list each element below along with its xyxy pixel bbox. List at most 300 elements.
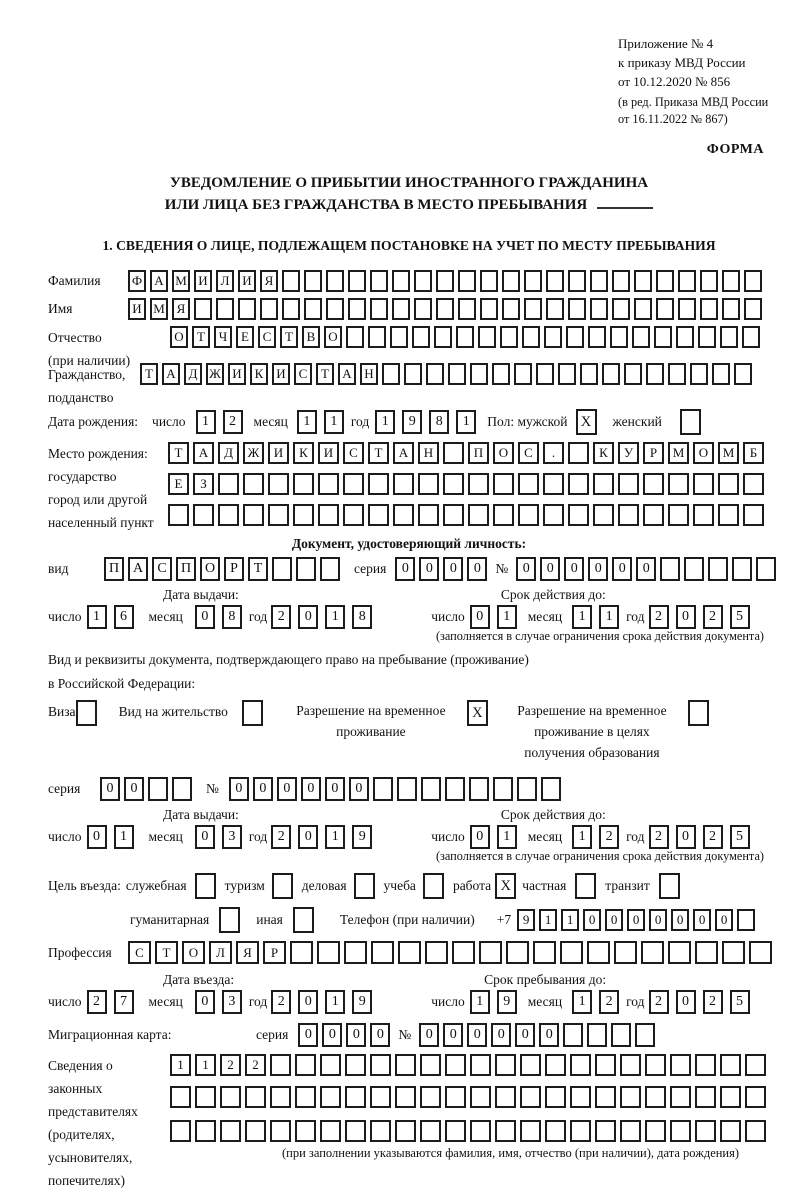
char-box[interactable]: 0 bbox=[491, 1023, 511, 1047]
char-box[interactable]: Р bbox=[224, 557, 244, 581]
char-box[interactable] bbox=[742, 326, 760, 348]
char-box[interactable]: 2 bbox=[649, 990, 669, 1014]
char-box[interactable] bbox=[368, 504, 389, 526]
char-box[interactable]: Е bbox=[168, 473, 189, 495]
char-box[interactable]: И bbox=[318, 442, 339, 464]
char-box[interactable] bbox=[390, 326, 408, 348]
char-box[interactable]: 1 bbox=[325, 990, 345, 1014]
purpose-other-checkbox[interactable] bbox=[293, 907, 314, 933]
char-box[interactable]: Ф bbox=[128, 270, 146, 292]
char-box[interactable] bbox=[395, 1086, 416, 1108]
char-box[interactable] bbox=[293, 473, 314, 495]
char-box[interactable]: 1 bbox=[470, 990, 490, 1014]
char-box[interactable] bbox=[712, 363, 730, 385]
char-box[interactable] bbox=[624, 363, 642, 385]
char-box[interactable] bbox=[734, 363, 752, 385]
char-box[interactable]: 2 bbox=[703, 825, 723, 849]
char-box[interactable] bbox=[518, 504, 539, 526]
char-box[interactable]: 0 bbox=[195, 990, 215, 1014]
char-box[interactable]: 1 bbox=[572, 990, 592, 1014]
purpose-official-checkbox[interactable] bbox=[195, 873, 216, 899]
char-box[interactable]: 2 bbox=[271, 605, 291, 629]
char-box[interactable] bbox=[493, 473, 514, 495]
char-box[interactable]: 9 bbox=[517, 909, 535, 931]
char-box[interactable] bbox=[645, 1054, 666, 1076]
char-box[interactable]: О bbox=[493, 442, 514, 464]
char-box[interactable] bbox=[393, 473, 414, 495]
char-box[interactable] bbox=[272, 557, 292, 581]
char-box[interactable] bbox=[392, 270, 410, 292]
char-box[interactable]: 1 bbox=[375, 410, 395, 434]
char-box[interactable] bbox=[370, 1054, 391, 1076]
char-box[interactable]: 8 bbox=[429, 410, 449, 434]
char-box[interactable] bbox=[654, 326, 672, 348]
char-box[interactable] bbox=[722, 270, 740, 292]
char-box[interactable] bbox=[744, 298, 762, 320]
char-box[interactable]: Н bbox=[360, 363, 378, 385]
char-box[interactable]: Р bbox=[643, 442, 664, 464]
purpose-transit-checkbox[interactable] bbox=[659, 873, 680, 899]
char-box[interactable] bbox=[304, 298, 322, 320]
char-box[interactable]: 9 bbox=[352, 825, 372, 849]
char-box[interactable] bbox=[456, 326, 474, 348]
char-box[interactable] bbox=[404, 363, 422, 385]
char-box[interactable] bbox=[643, 504, 664, 526]
char-box[interactable]: М bbox=[150, 298, 168, 320]
char-box[interactable] bbox=[295, 1054, 316, 1076]
char-box[interactable]: 8 bbox=[222, 605, 242, 629]
char-box[interactable] bbox=[320, 557, 340, 581]
char-box[interactable]: 0 bbox=[636, 557, 656, 581]
char-box[interactable] bbox=[370, 298, 388, 320]
char-box[interactable]: 1 bbox=[325, 825, 345, 849]
char-box[interactable] bbox=[517, 777, 537, 801]
char-box[interactable]: 0 bbox=[676, 990, 696, 1014]
char-box[interactable]: С bbox=[258, 326, 276, 348]
char-box[interactable]: Ж bbox=[243, 442, 264, 464]
char-box[interactable] bbox=[320, 1086, 341, 1108]
char-box[interactable]: 1 bbox=[497, 825, 517, 849]
char-box[interactable] bbox=[620, 1120, 641, 1142]
char-box[interactable] bbox=[480, 298, 498, 320]
char-box[interactable]: 2 bbox=[271, 990, 291, 1014]
char-box[interactable] bbox=[756, 557, 776, 581]
char-box[interactable] bbox=[543, 504, 564, 526]
char-box[interactable]: М bbox=[172, 270, 190, 292]
char-box[interactable]: 1 bbox=[324, 410, 344, 434]
char-box[interactable] bbox=[610, 326, 628, 348]
char-box[interactable] bbox=[670, 1120, 691, 1142]
char-box[interactable] bbox=[293, 504, 314, 526]
char-box[interactable] bbox=[720, 1120, 741, 1142]
char-box[interactable] bbox=[643, 473, 664, 495]
char-box[interactable] bbox=[345, 1054, 366, 1076]
char-box[interactable] bbox=[469, 777, 489, 801]
char-box[interactable]: Т bbox=[368, 442, 389, 464]
temp-residence-education-checkbox[interactable] bbox=[688, 700, 709, 726]
char-box[interactable] bbox=[546, 270, 564, 292]
char-box[interactable] bbox=[397, 777, 417, 801]
char-box[interactable] bbox=[445, 1120, 466, 1142]
char-box[interactable] bbox=[479, 941, 502, 964]
char-box[interactable] bbox=[698, 326, 716, 348]
char-box[interactable] bbox=[668, 473, 689, 495]
char-box[interactable]: 2 bbox=[649, 605, 669, 629]
char-box[interactable] bbox=[695, 1054, 716, 1076]
char-box[interactable] bbox=[560, 941, 583, 964]
char-box[interactable]: 5 bbox=[730, 605, 750, 629]
char-box[interactable]: И bbox=[268, 442, 289, 464]
char-box[interactable]: 0 bbox=[467, 557, 487, 581]
char-box[interactable] bbox=[743, 504, 764, 526]
char-box[interactable]: 1 bbox=[497, 605, 517, 629]
char-box[interactable] bbox=[684, 557, 704, 581]
char-box[interactable] bbox=[395, 1054, 416, 1076]
char-box[interactable] bbox=[520, 1054, 541, 1076]
char-box[interactable]: К bbox=[293, 442, 314, 464]
char-box[interactable]: П bbox=[176, 557, 196, 581]
char-box[interactable] bbox=[568, 442, 589, 464]
char-box[interactable]: 0 bbox=[349, 777, 369, 801]
char-box[interactable]: 0 bbox=[100, 777, 120, 801]
char-box[interactable] bbox=[370, 270, 388, 292]
char-box[interactable]: И bbox=[228, 363, 246, 385]
char-box[interactable]: 9 bbox=[497, 990, 517, 1014]
char-box[interactable] bbox=[282, 270, 300, 292]
char-box[interactable]: 0 bbox=[419, 557, 439, 581]
char-box[interactable] bbox=[546, 298, 564, 320]
char-box[interactable] bbox=[670, 1054, 691, 1076]
char-box[interactable] bbox=[445, 1086, 466, 1108]
char-box[interactable] bbox=[590, 270, 608, 292]
char-box[interactable]: 0 bbox=[612, 557, 632, 581]
char-box[interactable] bbox=[580, 363, 598, 385]
char-box[interactable]: 1 bbox=[561, 909, 579, 931]
char-box[interactable] bbox=[458, 298, 476, 320]
char-box[interactable] bbox=[320, 1054, 341, 1076]
char-box[interactable]: 0 bbox=[298, 990, 318, 1014]
char-box[interactable] bbox=[558, 363, 576, 385]
char-box[interactable] bbox=[668, 941, 691, 964]
char-box[interactable]: Д bbox=[218, 442, 239, 464]
residence-permit-checkbox[interactable] bbox=[242, 700, 263, 726]
char-box[interactable]: В bbox=[302, 326, 320, 348]
char-box[interactable]: 0 bbox=[516, 557, 536, 581]
char-box[interactable]: Т bbox=[316, 363, 334, 385]
char-box[interactable] bbox=[194, 298, 212, 320]
char-box[interactable] bbox=[395, 1120, 416, 1142]
char-box[interactable] bbox=[502, 270, 520, 292]
char-box[interactable] bbox=[172, 777, 192, 801]
purpose-tourism-checkbox[interactable] bbox=[272, 873, 293, 899]
char-box[interactable] bbox=[718, 473, 739, 495]
char-box[interactable] bbox=[345, 1120, 366, 1142]
temp-residence-checkbox[interactable]: X bbox=[467, 700, 488, 726]
char-box[interactable] bbox=[708, 557, 728, 581]
char-box[interactable]: Р bbox=[263, 941, 286, 964]
char-box[interactable] bbox=[425, 941, 448, 964]
char-box[interactable] bbox=[243, 473, 264, 495]
visa-checkbox[interactable] bbox=[76, 700, 97, 726]
char-box[interactable] bbox=[568, 473, 589, 495]
char-box[interactable]: К bbox=[593, 442, 614, 464]
char-box[interactable] bbox=[195, 1086, 216, 1108]
char-box[interactable] bbox=[690, 363, 708, 385]
char-box[interactable] bbox=[514, 363, 532, 385]
char-box[interactable]: 2 bbox=[599, 990, 619, 1014]
char-box[interactable] bbox=[426, 363, 444, 385]
char-box[interactable]: Д bbox=[184, 363, 202, 385]
char-box[interactable] bbox=[524, 270, 542, 292]
char-box[interactable] bbox=[620, 1086, 641, 1108]
char-box[interactable] bbox=[668, 363, 686, 385]
char-box[interactable] bbox=[492, 363, 510, 385]
char-box[interactable] bbox=[620, 1054, 641, 1076]
char-box[interactable]: 0 bbox=[298, 825, 318, 849]
char-box[interactable] bbox=[737, 909, 755, 931]
char-box[interactable] bbox=[304, 270, 322, 292]
char-box[interactable] bbox=[693, 473, 714, 495]
char-box[interactable] bbox=[420, 1086, 441, 1108]
purpose-business-checkbox[interactable] bbox=[354, 873, 375, 899]
char-box[interactable] bbox=[590, 298, 608, 320]
char-box[interactable] bbox=[296, 557, 316, 581]
char-box[interactable]: 1 bbox=[195, 1054, 216, 1076]
char-box[interactable]: 0 bbox=[229, 777, 249, 801]
char-box[interactable] bbox=[218, 473, 239, 495]
char-box[interactable]: О bbox=[324, 326, 342, 348]
char-box[interactable]: Т bbox=[280, 326, 298, 348]
char-box[interactable]: 0 bbox=[564, 557, 584, 581]
char-box[interactable]: 0 bbox=[676, 825, 696, 849]
char-box[interactable] bbox=[563, 1023, 583, 1047]
char-box[interactable]: 0 bbox=[87, 825, 107, 849]
char-box[interactable] bbox=[587, 1023, 607, 1047]
char-box[interactable]: Т bbox=[248, 557, 268, 581]
char-box[interactable]: 1 bbox=[456, 410, 476, 434]
char-box[interactable]: С bbox=[152, 557, 172, 581]
char-box[interactable]: А bbox=[162, 363, 180, 385]
char-box[interactable]: 6 bbox=[114, 605, 134, 629]
char-box[interactable] bbox=[645, 1120, 666, 1142]
char-box[interactable]: Т bbox=[140, 363, 158, 385]
char-box[interactable]: 1 bbox=[170, 1054, 191, 1076]
char-box[interactable]: 2 bbox=[703, 605, 723, 629]
char-box[interactable] bbox=[268, 504, 289, 526]
char-box[interactable]: О bbox=[693, 442, 714, 464]
char-box[interactable]: 0 bbox=[539, 1023, 559, 1047]
char-box[interactable]: А bbox=[150, 270, 168, 292]
char-box[interactable] bbox=[693, 504, 714, 526]
char-box[interactable] bbox=[612, 270, 630, 292]
char-box[interactable] bbox=[270, 1054, 291, 1076]
char-box[interactable] bbox=[443, 473, 464, 495]
char-box[interactable] bbox=[678, 270, 696, 292]
char-box[interactable]: 0 bbox=[395, 557, 415, 581]
char-box[interactable]: 0 bbox=[467, 1023, 487, 1047]
char-box[interactable] bbox=[282, 298, 300, 320]
char-box[interactable] bbox=[320, 1120, 341, 1142]
purpose-work-checkbox[interactable]: X bbox=[495, 873, 516, 899]
char-box[interactable] bbox=[493, 504, 514, 526]
char-box[interactable] bbox=[414, 270, 432, 292]
char-box[interactable]: 0 bbox=[298, 1023, 318, 1047]
char-box[interactable]: 5 bbox=[730, 825, 750, 849]
char-box[interactable] bbox=[421, 777, 441, 801]
char-box[interactable]: А bbox=[193, 442, 214, 464]
char-box[interactable] bbox=[612, 298, 630, 320]
char-box[interactable]: П bbox=[468, 442, 489, 464]
char-box[interactable] bbox=[635, 1023, 655, 1047]
char-box[interactable]: 0 bbox=[649, 909, 667, 931]
char-box[interactable]: 0 bbox=[298, 605, 318, 629]
char-box[interactable] bbox=[587, 941, 610, 964]
char-box[interactable]: 0 bbox=[515, 1023, 535, 1047]
char-box[interactable] bbox=[148, 777, 168, 801]
char-box[interactable] bbox=[326, 270, 344, 292]
char-box[interactable] bbox=[656, 298, 674, 320]
char-box[interactable] bbox=[393, 504, 414, 526]
char-box[interactable]: А bbox=[393, 442, 414, 464]
char-box[interactable] bbox=[645, 1086, 666, 1108]
char-box[interactable]: 1 bbox=[572, 605, 592, 629]
char-box[interactable] bbox=[745, 1054, 766, 1076]
char-box[interactable] bbox=[468, 504, 489, 526]
char-box[interactable] bbox=[398, 941, 421, 964]
char-box[interactable]: 2 bbox=[649, 825, 669, 849]
char-box[interactable] bbox=[570, 1054, 591, 1076]
char-box[interactable]: 0 bbox=[370, 1023, 390, 1047]
char-box[interactable]: О bbox=[182, 941, 205, 964]
char-box[interactable] bbox=[270, 1086, 291, 1108]
char-box[interactable] bbox=[646, 363, 664, 385]
char-box[interactable] bbox=[470, 363, 488, 385]
char-box[interactable] bbox=[318, 504, 339, 526]
char-box[interactable] bbox=[392, 298, 410, 320]
char-box[interactable] bbox=[168, 504, 189, 526]
char-box[interactable]: 0 bbox=[583, 909, 601, 931]
char-box[interactable] bbox=[470, 1054, 491, 1076]
char-box[interactable] bbox=[412, 326, 430, 348]
char-box[interactable] bbox=[700, 270, 718, 292]
char-box[interactable] bbox=[670, 1086, 691, 1108]
char-box[interactable] bbox=[541, 777, 561, 801]
char-box[interactable]: 0 bbox=[605, 909, 623, 931]
char-box[interactable]: 8 bbox=[352, 605, 372, 629]
char-box[interactable] bbox=[218, 504, 239, 526]
char-box[interactable]: 0 bbox=[253, 777, 273, 801]
char-box[interactable] bbox=[634, 298, 652, 320]
char-box[interactable]: 0 bbox=[346, 1023, 366, 1047]
char-box[interactable]: 2 bbox=[703, 990, 723, 1014]
char-box[interactable] bbox=[414, 298, 432, 320]
char-box[interactable]: 1 bbox=[196, 410, 216, 434]
char-box[interactable] bbox=[260, 298, 278, 320]
char-box[interactable] bbox=[732, 557, 752, 581]
char-box[interactable] bbox=[295, 1120, 316, 1142]
char-box[interactable]: 0 bbox=[195, 605, 215, 629]
char-box[interactable] bbox=[370, 1120, 391, 1142]
char-box[interactable] bbox=[220, 1086, 241, 1108]
char-box[interactable]: Т bbox=[155, 941, 178, 964]
char-box[interactable] bbox=[678, 298, 696, 320]
char-box[interactable]: . bbox=[543, 442, 564, 464]
char-box[interactable]: Б bbox=[743, 442, 764, 464]
char-box[interactable] bbox=[533, 941, 556, 964]
char-box[interactable] bbox=[745, 1120, 766, 1142]
char-box[interactable] bbox=[371, 941, 394, 964]
char-box[interactable] bbox=[506, 941, 529, 964]
char-box[interactable] bbox=[326, 298, 344, 320]
char-box[interactable]: А bbox=[128, 557, 148, 581]
char-box[interactable] bbox=[641, 941, 664, 964]
char-box[interactable] bbox=[618, 504, 639, 526]
char-box[interactable]: Ч bbox=[214, 326, 232, 348]
char-box[interactable] bbox=[720, 1086, 741, 1108]
char-box[interactable] bbox=[317, 941, 340, 964]
char-box[interactable]: 0 bbox=[715, 909, 733, 931]
char-box[interactable]: И bbox=[194, 270, 212, 292]
char-box[interactable] bbox=[238, 298, 256, 320]
purpose-humanitarian-checkbox[interactable] bbox=[219, 907, 240, 933]
char-box[interactable] bbox=[634, 270, 652, 292]
char-box[interactable]: Т bbox=[192, 326, 210, 348]
char-box[interactable] bbox=[593, 504, 614, 526]
char-box[interactable] bbox=[345, 1086, 366, 1108]
char-box[interactable]: С bbox=[294, 363, 312, 385]
char-box[interactable]: 5 bbox=[730, 990, 750, 1014]
char-box[interactable] bbox=[570, 1120, 591, 1142]
char-box[interactable]: 1 bbox=[539, 909, 557, 931]
char-box[interactable] bbox=[368, 326, 386, 348]
char-box[interactable] bbox=[749, 941, 772, 964]
char-box[interactable]: 2 bbox=[245, 1054, 266, 1076]
char-box[interactable]: У bbox=[618, 442, 639, 464]
char-box[interactable]: 0 bbox=[671, 909, 689, 931]
char-box[interactable] bbox=[545, 1120, 566, 1142]
char-box[interactable]: Т bbox=[168, 442, 189, 464]
char-box[interactable]: 3 bbox=[222, 990, 242, 1014]
char-box[interactable] bbox=[443, 442, 464, 464]
char-box[interactable] bbox=[370, 1086, 391, 1108]
char-box[interactable]: З bbox=[193, 473, 214, 495]
char-box[interactable] bbox=[700, 298, 718, 320]
char-box[interactable] bbox=[478, 326, 496, 348]
char-box[interactable]: 1 bbox=[599, 605, 619, 629]
char-box[interactable]: 0 bbox=[627, 909, 645, 931]
char-box[interactable]: П bbox=[104, 557, 124, 581]
char-box[interactable] bbox=[720, 1054, 741, 1076]
char-box[interactable]: К bbox=[250, 363, 268, 385]
char-box[interactable] bbox=[348, 270, 366, 292]
char-box[interactable] bbox=[618, 473, 639, 495]
char-box[interactable] bbox=[695, 1120, 716, 1142]
char-box[interactable]: М bbox=[668, 442, 689, 464]
char-box[interactable] bbox=[536, 363, 554, 385]
char-box[interactable]: О bbox=[200, 557, 220, 581]
char-box[interactable]: С bbox=[128, 941, 151, 964]
char-box[interactable] bbox=[614, 941, 637, 964]
char-box[interactable] bbox=[343, 473, 364, 495]
char-box[interactable] bbox=[470, 1120, 491, 1142]
char-box[interactable] bbox=[420, 1120, 441, 1142]
char-box[interactable]: 1 bbox=[572, 825, 592, 849]
char-box[interactable] bbox=[418, 504, 439, 526]
char-box[interactable]: 0 bbox=[693, 909, 711, 931]
char-box[interactable] bbox=[595, 1120, 616, 1142]
char-box[interactable] bbox=[602, 363, 620, 385]
char-box[interactable] bbox=[368, 473, 389, 495]
